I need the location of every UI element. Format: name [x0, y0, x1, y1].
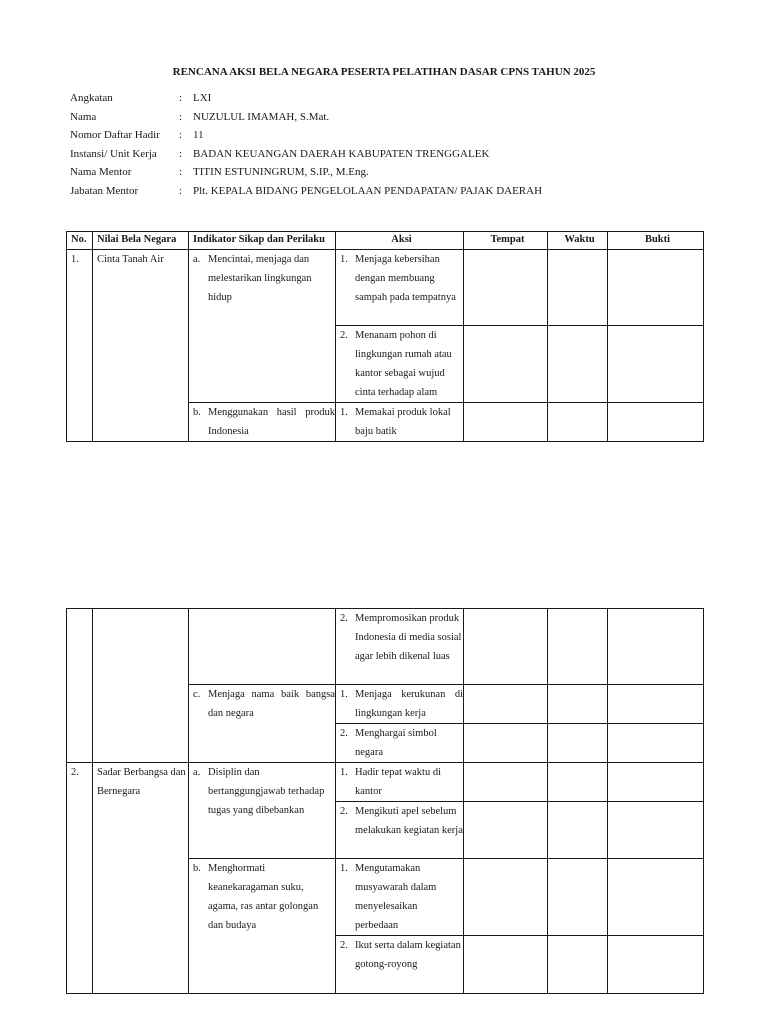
cell-indikator	[189, 403, 336, 442]
cell-waktu[interactable]	[548, 763, 608, 802]
cell-tempat[interactable]	[464, 403, 548, 442]
list-marker: 1.	[340, 767, 348, 778]
cell-no: 1.	[67, 250, 93, 442]
info-label: Instansi/ Unit Kerja	[70, 147, 157, 160]
info-label: Angkatan	[70, 92, 113, 104]
aksi-text: Menghargai simbol negara	[355, 728, 437, 758]
cell-bukti[interactable]	[608, 685, 704, 724]
header-waktu: Waktu	[548, 232, 608, 250]
cell-tempat[interactable]	[464, 802, 548, 859]
info-row-nomor-daftar-hadir	[70, 126, 542, 145]
aksi-text: Mengutamakan musyawarah dalam menyelesaikan perbedaan	[355, 863, 437, 931]
cell-waktu[interactable]	[548, 250, 608, 326]
info-separator: :	[179, 184, 183, 197]
info-label: Jabatan Mentor	[70, 184, 139, 197]
cell-tempat[interactable]	[464, 609, 548, 685]
info-row-nama	[70, 108, 542, 127]
header-bukti: Bukti	[608, 232, 704, 250]
indikator-text: Menjaga nama baik bangsa dan negara	[208, 689, 335, 719]
cell-aksi	[336, 802, 464, 859]
cell-aksi	[336, 936, 464, 994]
list-marker: 1.	[340, 689, 348, 700]
cell-aksi	[336, 859, 464, 936]
cell-waktu[interactable]	[548, 724, 608, 763]
cell-bukti[interactable]	[608, 724, 704, 763]
cell-aksi	[336, 609, 464, 685]
aksi-text: Mengikuti apel sebelum melakukan kegiatan kerja	[355, 806, 463, 836]
info-row-instansi	[70, 145, 542, 164]
list-marker: 2.	[340, 613, 348, 624]
indikator-text: Menggunakan hasil produk Indonesia	[208, 407, 335, 437]
cell-bukti[interactable]	[608, 403, 704, 442]
info-label: Nomor Daftar Hadir	[70, 129, 160, 141]
indikator-text: Menghormati keanekaragaman suku, agama, ras antar golongan dan budaya	[208, 863, 319, 931]
info-separator: :	[179, 110, 183, 123]
cell-indikator	[189, 685, 336, 763]
header-no: No.	[67, 232, 93, 250]
info-value: NUZULUL IMAMAH, S.Mat.	[193, 110, 330, 123]
cell-aksi	[336, 724, 464, 763]
cell-waktu[interactable]	[548, 403, 608, 442]
info-label: Nama	[70, 110, 97, 123]
cell-tempat[interactable]	[464, 250, 548, 326]
list-marker: 2.	[340, 940, 348, 951]
cell-waktu[interactable]	[548, 936, 608, 994]
list-marker: b.	[193, 863, 201, 874]
table-row	[67, 609, 704, 685]
table-header-row	[67, 232, 704, 250]
list-marker: a.	[193, 767, 201, 778]
list-marker: 1.	[340, 863, 348, 874]
cell-aksi	[336, 250, 464, 326]
action-plan-table	[66, 231, 704, 442]
info-value: LXI	[193, 92, 212, 104]
cell-tempat[interactable]	[464, 859, 548, 936]
cell-nilai: Cinta Tanah Air	[93, 250, 189, 442]
cell-tempat[interactable]	[464, 724, 548, 763]
info-row-jabatan-mentor	[70, 182, 542, 201]
header-aksi: Aksi	[336, 232, 464, 250]
aksi-text: Menjaga kebersihan dengan membuang sampah pada tempatnya	[355, 254, 456, 303]
list-marker: 2.	[340, 330, 348, 341]
cell-bukti[interactable]	[608, 936, 704, 994]
header-nilai: Nilai Bela Negara	[93, 232, 189, 250]
list-marker: 2.	[340, 728, 348, 739]
cell-tempat[interactable]	[464, 685, 548, 724]
info-row-nama-mentor	[70, 163, 542, 182]
info-separator: :	[179, 166, 183, 178]
cell-bukti[interactable]	[608, 859, 704, 936]
cell-tempat[interactable]	[464, 326, 548, 403]
header-tempat: Tempat	[464, 232, 548, 250]
aksi-text: Menjaga kerukunan di lingkungan kerja	[355, 689, 463, 719]
list-marker: 1.	[340, 254, 348, 265]
cell-no: 2.	[67, 763, 93, 994]
cell-tempat[interactable]	[464, 936, 548, 994]
list-marker: a.	[193, 254, 201, 265]
aksi-text: Hadir tepat waktu di kantor	[355, 767, 442, 797]
cell-indikator	[189, 859, 336, 994]
indikator-text: Mencintai, menjaga dan melestarikan lingkungan hidup	[208, 254, 312, 303]
info-value: Plt. KEPALA BIDANG PENGELOLAAN PENDAPATAN/ PAJAK DAERAH	[193, 184, 543, 197]
cell-waktu[interactable]	[548, 609, 608, 685]
aksi-text: Mempromosikan produk Indonesia di media sosial agar lebih dikenal luas	[355, 613, 462, 662]
cell-indikator	[189, 763, 336, 859]
aksi-text: Menanam pohon di lingkungan rumah atau kantor sebagai wujud cinta terhadap alam	[355, 330, 452, 398]
cell-bukti[interactable]	[608, 250, 704, 326]
header-indikator: Indikator Sikap dan Perilaku	[189, 232, 336, 250]
cell-no	[67, 609, 93, 763]
document-title: RENCANA AKSI BELA NEGARA PESERTA PELATIHAN DASAR CPNS TAHUN 2025	[172, 66, 596, 78]
info-row-angkatan	[70, 89, 542, 108]
list-marker: c.	[193, 689, 201, 700]
info-value: 11	[193, 129, 204, 141]
aksi-text: Ikut serta dalam kegiatan gotong-royong	[355, 940, 461, 970]
list-marker: 1.	[340, 407, 348, 418]
list-marker: b.	[193, 407, 201, 418]
list-marker: 2.	[340, 806, 348, 817]
participant-info	[70, 89, 542, 200]
cell-bukti[interactable]	[608, 763, 704, 802]
info-label: Nama Mentor	[70, 166, 132, 178]
cell-aksi	[336, 403, 464, 442]
action-plan-table-continued	[66, 608, 704, 994]
info-separator: :	[179, 147, 183, 160]
cell-bukti[interactable]	[608, 609, 704, 685]
indikator-text: Disiplin dan bertanggungjawab terhadap tugas yang dibebankan	[208, 767, 325, 816]
info-separator: :	[179, 129, 183, 141]
cell-indikator	[189, 250, 336, 403]
info-value: TITIN ESTUNINGRUM, S.IP., M.Eng.	[193, 166, 369, 178]
cell-indikator	[189, 609, 336, 685]
aksi-text: Memakai produk lokal baju batik	[355, 407, 451, 437]
cell-aksi	[336, 326, 464, 403]
cell-bukti[interactable]	[608, 802, 704, 859]
cell-nilai	[93, 609, 189, 763]
cell-tempat[interactable]	[464, 763, 548, 802]
table-row	[67, 250, 704, 326]
table-row	[67, 763, 704, 802]
cell-nilai: Sadar Berbangsa dan Bernegara	[93, 763, 189, 994]
cell-waktu[interactable]	[548, 326, 608, 403]
cell-waktu[interactable]	[548, 859, 608, 936]
cell-waktu[interactable]	[548, 685, 608, 724]
cell-waktu[interactable]	[548, 802, 608, 859]
info-separator: :	[179, 92, 183, 104]
cell-bukti[interactable]	[608, 326, 704, 403]
cell-aksi	[336, 763, 464, 802]
info-value: BADAN KEUANGAN DAERAH KABUPATEN TRENGGALEK	[193, 147, 490, 160]
cell-aksi	[336, 685, 464, 724]
